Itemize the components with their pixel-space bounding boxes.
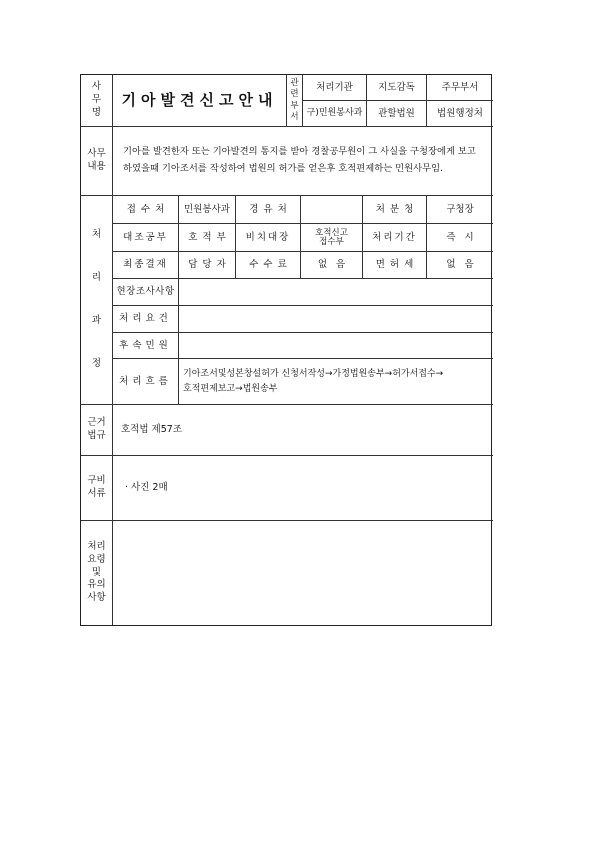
row-label-flow: 처리흐름 [113,359,179,405]
row-value-site-survey [179,279,493,306]
grid-label-ledger: 비치대장 [236,224,301,252]
grid-value-fee: 없음 [301,252,363,279]
row-value-requirements [179,306,493,333]
row-label-followup: 후속민원 [113,333,179,359]
basis-label [81,405,113,456]
process-label-char: 정 [91,358,102,370]
page-title: 기아발견신고안내 [113,75,287,127]
process-label-char: 리 [91,272,102,284]
process-label-char: 처 [91,229,102,241]
grid-value-license-tax: 없음 [427,252,493,279]
service-content-label [81,127,113,196]
grid-value-ledger: 호적신고 접수부 [301,224,363,252]
civil-service-guide-form [80,74,492,626]
service-name-label-char: 무 [91,94,102,106]
grid-value-final-approval: 담당자 [179,252,236,279]
service-name-label-char: 명 [91,106,102,118]
grid-value-via [301,196,363,224]
service-content-text: 기아를 발견한자 또는 기아발견의 통지를 받아 경찰공무원이 그 사실을 구청장에게 보고하였을때 기아조서를 작성하여 법원의 허가를 얻은후 호적편제하는 민원사무임. [113,127,493,196]
notes-label [81,521,113,625]
header-supervision: 지도감독 [367,75,427,101]
notes-label-line: 및 [91,566,102,578]
service-content-label-line: 사무 [87,148,106,160]
grid-value-reference: 호적부 [179,224,236,252]
documents-label [81,456,113,521]
documents-label-line: 서류 [87,488,106,499]
value-processing-agency: 구)민원봉사과 [303,101,367,127]
related-dept-label-char: 부 [290,100,299,111]
service-name-label-char: 사 [91,81,102,93]
row-label-requirements: 처리요건 [113,306,179,333]
notes-label-line: 사항 [87,592,106,604]
notes-label-line: 요령 [87,553,106,565]
grid-label-license-tax: 면허세 [363,252,427,279]
documents-value: · 사진 2매 [113,456,493,521]
value-supervision: 관할법원 [367,101,427,127]
notes-label-line: 처리 [87,540,106,552]
grid-label-intake: 접수처 [113,196,179,224]
row-label-site-survey: 현장조사사항 [113,279,179,306]
basis-label-line: 근거 [87,417,106,429]
related-dept-label-char: 서 [290,111,299,122]
grid-label-disposition: 처분청 [363,196,427,224]
grid-value-disposition: 구청장 [427,196,493,224]
grid-label-fee: 수수료 [236,252,301,279]
notes-label-line: 유의 [87,579,106,591]
grid-label-via: 경유처 [236,196,301,224]
header-main-dept: 주무부서 [427,75,493,101]
process-label-char: 과 [91,315,102,327]
process-label [81,196,113,405]
grid-value-intake: 민원봉사과 [179,196,236,224]
grid-value-period: 즉시 [427,224,493,252]
related-dept-label-char: 관 [290,77,299,88]
related-dept-label [287,75,303,127]
row-value-followup [179,333,493,359]
row-value-flow: 기아조서및성본창설허가 신청서작성→가정법원송부→허가서접수→ 호적편제보고→법원송부 [179,359,493,405]
basis-label-line: 법규 [87,430,106,441]
value-main-dept: 법원행정처 [427,101,493,127]
grid-label-reference: 대조공부 [113,224,179,252]
service-content-label-line: 내용 [87,161,106,172]
grid-label-period: 처리기간 [363,224,427,252]
related-dept-label-char: 련 [290,89,299,100]
grid-label-final-approval: 최종결재 [113,252,179,279]
header-processing-agency: 처리기관 [303,75,367,101]
notes-value [113,521,493,625]
service-name-label [81,75,113,127]
basis-value: 호적법 제57조 [113,405,493,456]
documents-label-line: 구비 [87,475,106,487]
